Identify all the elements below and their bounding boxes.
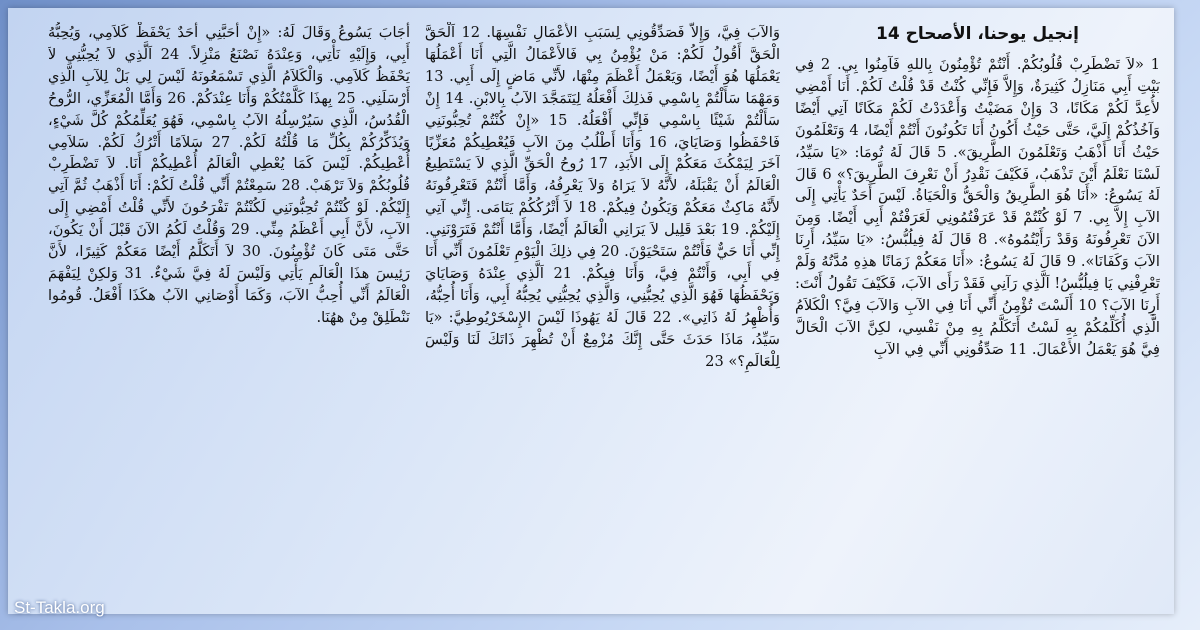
scripture-page	[8, 8, 1174, 614]
column-text: أَجَابَ يَسُوعُ وَقَالَ لَهُ: «إِنْ أَحَبَّنِي أَحَدٌ يَحْفَظْ كَلاَمِي، وَيُحِبُّهُ أَبِي، وَإِلَيْهِ نَأْتِي، وَعِنْدَهُ نَصْنَعُ مَنْزِلاً. 24 اَلَّذِي لاَ يُحِبُّنِي لاَ يَحْفَظُ كَلاَمِي. وَالْكَلاَمُ الَّذِي تَسْمَعُونَهُ لَيْسَ لِي بَلْ لِلآبِ الَّذِي أَرْسَلَنِي. 25 بِهذَا كَلَّمْتُكُمْ وَأَنَا عِنْدَكُمْ. 26 وَأَمَّا الْمُعَزِّي، الرُّوحُ الْقُدُسُ، الَّذِي سَيُرْسِلُهُ الآبُ بِاسْمِي، فَهُوَ يُعَلِّمُكُمْ كُلَّ شَيْءٍ، وَيُذَكِّرُكُمْ بِكُلِّ مَا قُلْتُهُ لَكُمْ. 27 سَلاَمًا أَتْرُكُ لَكُمْ. سَلاَمِي أُعْطِيكُمْ. لَيْسَ كَمَا يُعْطِي الْعَالَمُ أُعْطِيكُمْ أَنَا. لاَ تَضْطَرِبْ قُلُوبُكُمْ وَلاَ تَرْهَبْ. 28 سَمِعْتُمْ أَنِّي قُلْتُ لَكُمْ: أَنَا أَذْهَبُ ثُمَّ آتِي إِلَيْكُمْ. لَوْ كُنْتُمْ تُحِبُّونَنِي لَكُنْتُمْ تَفْرَحُونَ لأَنِّي قُلْتُ أَمْضِي إِلَى الآبِ، لأَنَّ أَبِي أَعْظَمُ مِنِّي. 29 وَقُلْتُ لَكُمُ الآنَ قَبْلَ أَنْ يَكُونَ، حَتَّى مَتَى كَانَ تُؤْمِنُونَ. 30 لاَ أَتَكَلَّمُ أَيْضًا مَعَكُمْ كَثِيرًا، لأَنَّ رَئِيسَ هذَا الْعَالَمِ يَأْتِي وَلَيْسَ لَهُ فِيَّ شَيْءٌ. 31 وَلكِنْ لِيَفْهَمَ الْعَالَمُ أَنِّي أُحِبُّ الآبَ، وَكَمَا أَوْصَانِي الآبُ هكَذَا أَفْعَلُ. قُومُوا نَنْطَلِقْ مِنْ ههُنَا.	[48, 24, 410, 326]
site-watermark: St-Takla.org	[14, 598, 105, 617]
text-column-middle	[425, 22, 780, 592]
text-column-left	[48, 22, 410, 522]
column-text: وَالآبَ فِيَّ، وَإِلاَّ فَصَدِّقُونِي لِسَبَبِ الأَعْمَالِ نَفْسِهَا. 12 اَلْحَقَّ الْحَقَّ أَقُولُ لَكُمْ: مَنْ يُؤْمِنُ بِي فَالأَعْمَالُ الَّتِي أَنَا أَعْمَلُهَا يَعْمَلُهَا هُوَ أَيْضًا، وَيَعْمَلُ أَعْظَمَ مِنْهَا، لأَنِّي مَاضٍ إِلَى أَبِي. 13 وَمَهْمَا سَأَلْتُمْ بِاسْمِي فَذلِكَ أَفْعَلُهُ لِيَتَمَجَّدَ الآبُ بِالابْنِ. 14 إِنْ سَأَلْتُمْ شَيْئًا بِاسْمِي فَإِنِّي أَفْعَلُهُ. 15 «إِنْ كُنْتُمْ تُحِبُّونَنِي فَاحْفَظُوا وَصَايَايَ، 16 وَأَنَا أَطْلُبُ مِنَ الآبِ فَيُعْطِيكُمْ مُعَزِّيًا آخَرَ لِيَمْكُثَ مَعَكُمْ إِلَى الأَبَدِ، 17 رُوحُ الْحَقِّ الَّذِي لاَ يَسْتَطِيعُ الْعَالَمُ أَنْ يَقْبَلَهُ، لأَنَّهُ لاَ يَرَاهُ وَلاَ يَعْرِفُهُ، وَأَمَّا أَنْتُمْ فَتَعْرِفُونَهُ لأَنَّهُ مَاكِثٌ مَعَكُمْ وَيَكُونُ فِيكُمْ. 18 لاَ أَتْرُكُكُمْ يَتَامَى. إِنِّي آتِي إِلَيْكُمْ. 19 بَعْدَ قَلِيل لاَ يَرَانِي الْعَالَمُ أَيْضًا، وَأَمَّا أَنْتُمْ فَتَرَوْنَنِي. إِنِّي أَنَا حَيٌّ فَأَنْتُمْ سَتَحْيَوْنَ. 20 فِي ذلِكَ الْيَوْمِ تَعْلَمُونَ أَنِّي أَنَا فِي أَبِي، وَأَنْتُمْ فِيَّ، وَأَنَا فِيكُمْ. 21 اَلَّذِي عِنْدَهُ وَصَايَايَ وَيَحْفَظُهَا فَهُوَ الَّذِي يُحِبُّنِي، وَالَّذِي يُحِبُّنِي يُحِبُّهُ أَبِي، وَأَنَا أُحِبُّهُ، وَأُظْهِرُ لَهُ ذَاتِي». 22 قَالَ لَهُ يَهُوذَا لَيْسَ الإِسْخَرْيُوطِيَّ: «يَا سَيِّدُ، مَاذَا حَدَثَ حَتَّى إِنَّكَ مُزْمِعٌ أَنْ تُظْهِرَ ذَاتَكَ لَنَا وَلَيْسَ لِلْعَالَمِ؟» 23	[425, 24, 780, 370]
chapter-title: إنجيل يوحنا، الأصحاح 14	[876, 24, 1079, 44]
text-column-right	[795, 22, 1160, 610]
column-text: 1 «لاَ تَضْطَرِبْ قُلُوبُكُمْ. أَنْتُمْ تُؤْمِنُونَ بِاللهِ فَآمِنُوا بِي. 2 فِي بَيْتِ أَبِي مَنَازِلُ كَثِيرَةٌ، وَإِلاَّ فَإِنِّي كُنْتُ قَدْ قُلْتُ لَكُمْ. أَنَا أَمْضِي لأُعِدَّ لَكُمْ مَكَانًا، 3 وَإِنْ مَضَيْتُ وَأَعْدَدْتُ لَكُمْ مَكَانًا آتِي أَيْضًا وَآخُذُكُمْ إِلَيَّ، حَتَّى حَيْثُ أَكُونُ أَنَا تَكُونُونَ أَنْتُمْ أَيْضًا، 4 وَتَعْلَمُونَ حَيْثُ أَنَا أَذْهَبُ وَتَعْلَمُونَ الطَّرِيقَ». 5 قَالَ لَهُ تُومَا: «يَا سَيِّدُ، لَسْنَا نَعْلَمُ أَيْنَ تَذْهَبُ، فَكَيْفَ نَقْدِرُ أَنْ نَعْرِفَ الطَّرِيقَ؟» 6 قَالَ لَهُ يَسُوعُ: «أَنَا هُوَ الطَّرِيقُ وَالْحَقُّ وَالْحَيَاةُ. لَيْسَ أَحَدٌ يَأْتِي إِلَى الآبِ إِلاَّ بِي. 7 لَوْ كُنْتُمْ قَدْ عَرَفْتُمُونِي لَعَرَفْتُمْ أَبِي أَيْضًا. وَمِنَ الآنَ تَعْرِفُونَهُ وَقَدْ رَأَيْتُمُوهُ». 8 قَالَ لَهُ فِيلُبُّسُ: «يَا سَيِّدُ، أَرِنَا الآبَ وَكَفَانَا». 9 قَالَ لَهُ يَسُوعُ: «أَنَا مَعَكُمْ زَمَانًا هذِهِ مُدَّتُهُ وَلَمْ تَعْرِفْنِي يَا فِيلُبُّسُ! اَلَّذِي رَآنِي فَقَدْ رَأَى الآبَ، فَكَيْفَ تَقُولُ أَنْتَ: أَرِنَا الآبَ؟ 10 أَلَسْتَ تُؤْمِنُ أَنِّي أَنَا فِي الآبِ وَالآبَ فِيَّ؟ الْكَلاَمُ الَّذِي أُكَلِّمُكُمْ بِهِ لَسْتُ أَتَكَلَّمُ بِهِ مِنْ نَفْسِي، لكِنَّ الآبَ الْحَالَّ فِيَّ هُوَ يَعْمَلُ الأَعْمَالَ. 11 صَدِّقُونِي أَنِّي فِي الآبِ	[795, 56, 1160, 358]
